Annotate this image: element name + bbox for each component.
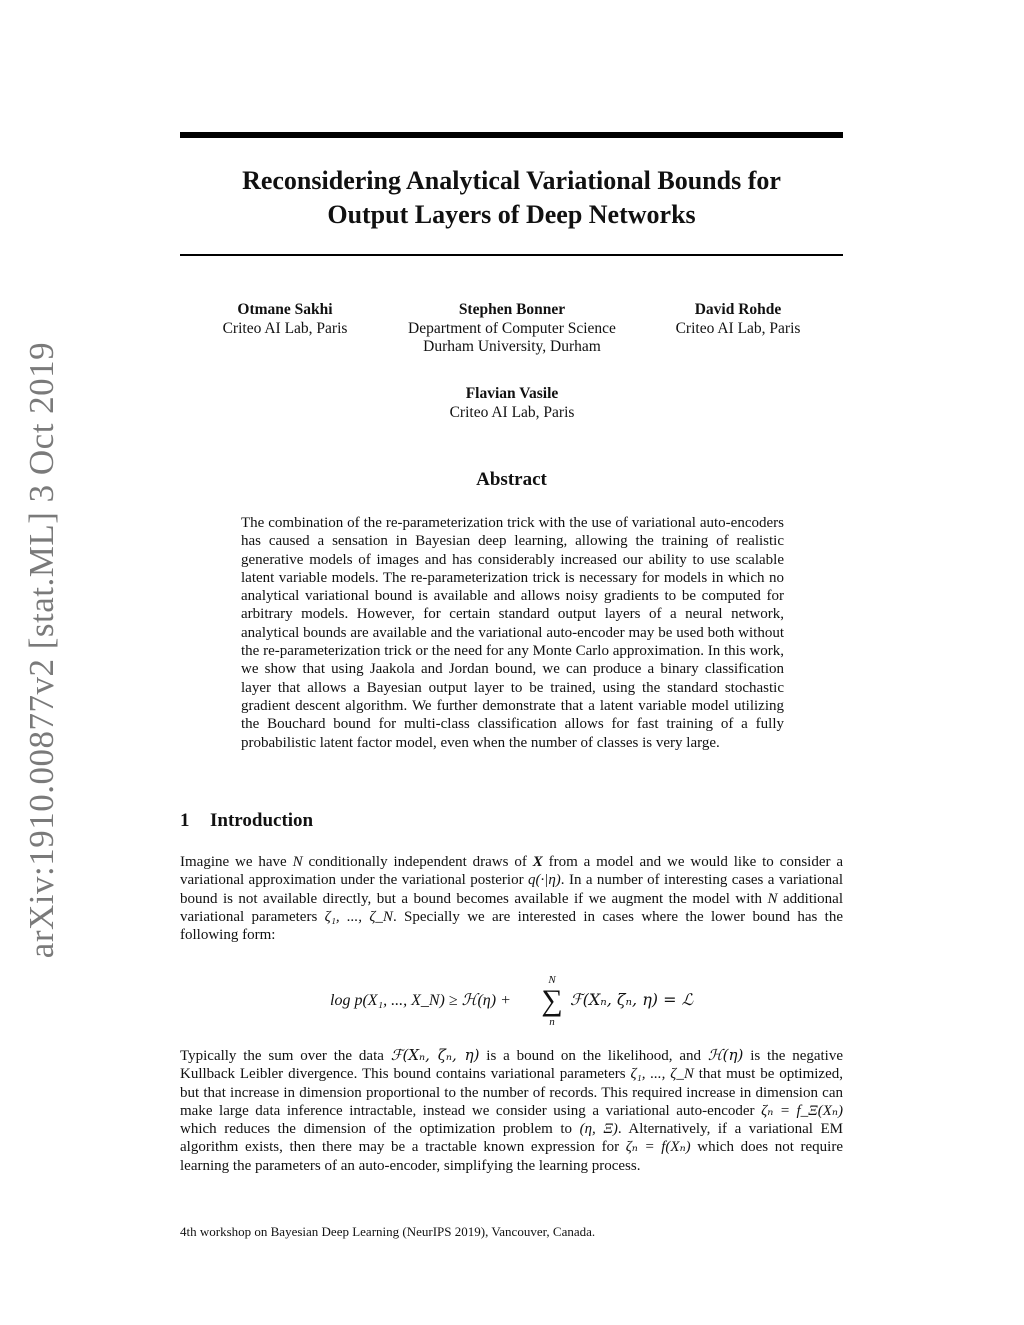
footnote-venue: 4th workshop on Bayesian Deep Learning (NeurIPS 2019), Vancouver, Canada. — [180, 1224, 596, 1239]
math-param-pair: (η, Ξ) — [579, 1121, 618, 1138]
summation-symbol: ∑ — [541, 984, 563, 1017]
abstract-text: The combination of the re-parameterization trick with the use of variational auto-encoders has caused a sensation in Bayesian deep learning, allowing the training of realistic generative models of images and has considerably increased our ability to use scalable latent variable models. The re-parameterization trick is necessary for models in which no analytical variational bound is available and allows noisy gradients to be computed for arbitrary models. However, for certain standard output layers of a neural network, analytical bounds are available and the variational auto-encoder may be used both without the re-parameterization trick or the need for any Monte Carlo approximation. In this work, we show that using Jaakola and Jordan bound, we can produce a binary classification layer that allows a Bayesian output layer to be trained, using the standard stochastic gradient descent algorithm. We further demonstrate that a latent variable model utilizing the Bouchard bound for multi-class classification allows for fast training of a fully probabilistic latent factor model, even when the number of classes is very large. — [241, 515, 784, 751]
lower-bound-equation — [330, 974, 750, 1030]
math-bound-term: ℱ(Xₙ, ζₙ, η) — [390, 1046, 480, 1064]
abstract-heading: Abstract — [476, 469, 547, 490]
title-line-1: Reconsidering Analytical Variational Bounds for — [242, 166, 781, 195]
math-encoder: ζₙ = f_Ξ(Xₙ) — [761, 1102, 844, 1119]
author-affiliation: Criteo AI Lab, Paris — [222, 319, 348, 337]
paper-title — [180, 164, 843, 232]
section-title: Introduction — [210, 810, 314, 831]
author-affiliation-2: Durham University, Durham — [423, 338, 601, 355]
author-name: Stephen Bonner — [458, 301, 566, 318]
author-block — [412, 385, 612, 422]
title-line-2: Output Layers of Deep Networks — [327, 200, 696, 229]
author-block — [655, 301, 821, 338]
equation-lhs: log p(X₁, ..., X_N) ≥ ℋ(η) + — [330, 992, 511, 1009]
author-name: Flavian Vasile — [465, 385, 559, 402]
section-heading — [180, 810, 313, 832]
author-name: Otmane Sakhi — [237, 301, 333, 318]
author-name: David Rohde — [694, 301, 782, 318]
math-closed-form: ζₙ = f(Xₙ) — [625, 1139, 691, 1156]
author-affiliation: Criteo AI Lab, Paris — [449, 403, 575, 421]
math-var-n: N — [767, 890, 778, 907]
math-var-n: N — [292, 854, 303, 870]
section-number: 1 — [180, 810, 190, 831]
arxiv-identifier-stamp: arXiv:1910.00877v2 [stat.ML] 3 Oct 2019 — [22, 341, 61, 959]
math-zeta-params: ζ₁, ..., ζ_N — [630, 1066, 694, 1083]
math-var-x: X — [532, 854, 543, 870]
title-top-rule — [180, 132, 843, 138]
math-posterior: q(·|η) — [527, 872, 561, 889]
intro-paragraph-2: Typically the sum over the data ℱ(Xₙ, ζₙ, η) is a bound on the likelihood, and ℋ(η) is the negative Kullback Leibler divergence. This bound contains variational parameters ζ₁, ..., ζ_N that must be optimized, but that increase in dimension proportional to the number of records. This required increase in dimension can make large data inference intractable, instead we consider using a variational auto-encoder ζₙ = f_Ξ(Xₙ) which reduces the dimension of the optimization problem to (η, Ξ). Alternatively, if a variational EM algorithm exists, then there may be a tractable known expression for ζₙ = f(Xₙ) which does not require learning the parameters of an auto-encoder, simplifying the learning process. — [180, 1046, 844, 1174]
equation-rhs: ℱ(Xₙ, ζₙ, η) = ℒ — [570, 990, 694, 1009]
summation-index: n — [549, 1016, 555, 1028]
author-affiliation: Criteo AI Lab, Paris — [675, 319, 801, 337]
math-zeta-params: ζ₁, ..., ζ_N — [324, 908, 393, 925]
math-entropy-term: ℋ(η) — [707, 1046, 744, 1064]
intro-paragraph-1: Imagine we have N conditionally independent draws of X from a model and we would like to consider a variational approximation under the variational posterior q(·|η). In a number of interesting cases a variational bound is not available directly, but a bound becomes available if we augment the model with N additional variational parameters ζ₁, ..., ζ_N. Specially we are interested in cases where the lower bound has the following form: — [180, 854, 844, 944]
summation-upper-limit: N — [548, 974, 556, 986]
author-block — [200, 301, 370, 338]
author-block — [387, 301, 637, 357]
author-affiliation: Department of Computer Science — [408, 319, 616, 337]
summation — [537, 974, 567, 1028]
title-bottom-rule — [180, 254, 843, 256]
